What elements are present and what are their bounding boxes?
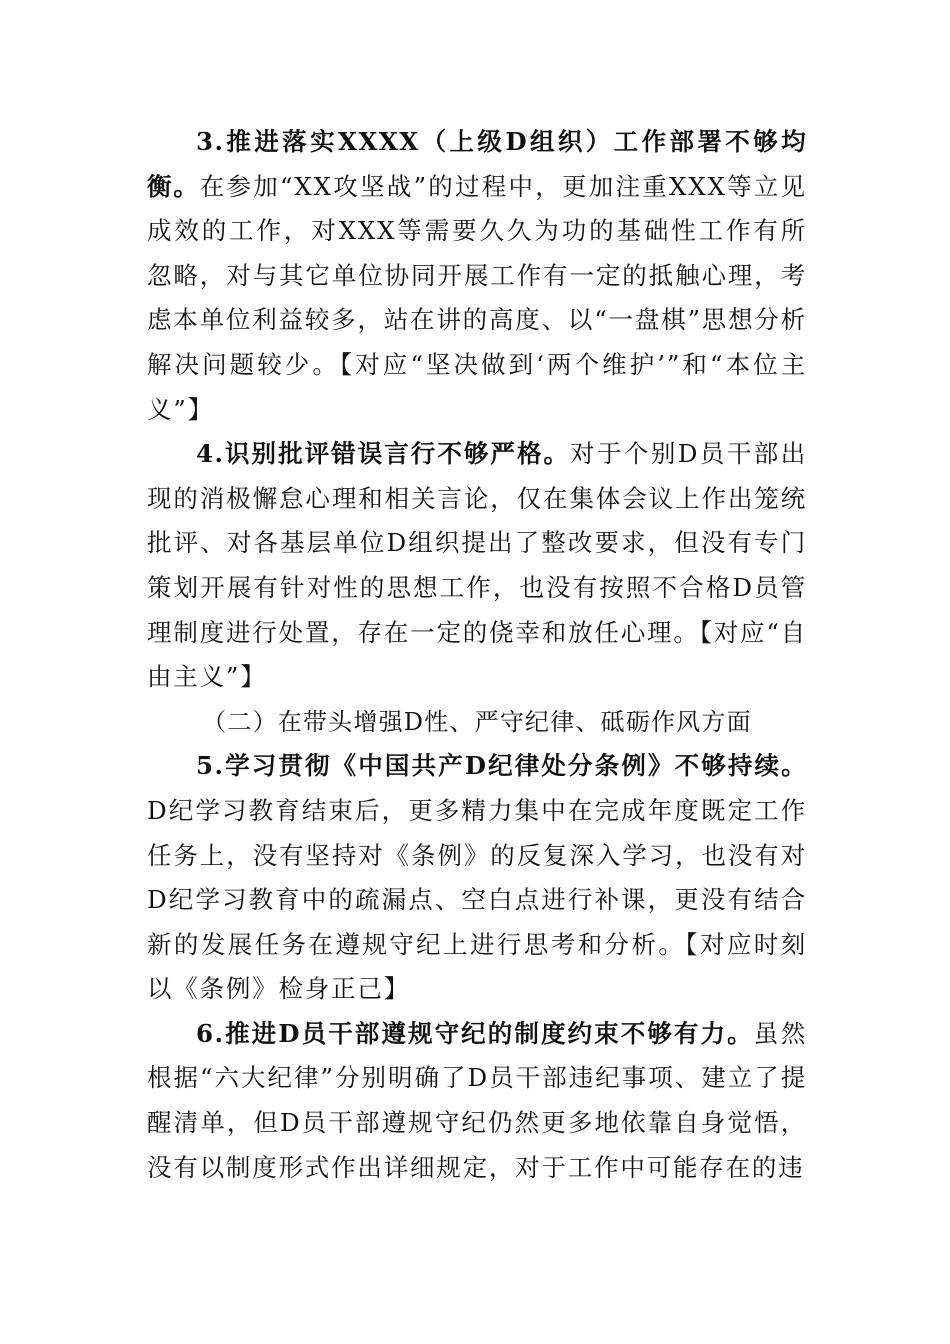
item-5-heading: 5.学习贯彻《中国共产D纪律处分条例》不够持续。 — [196, 751, 807, 781]
paragraph-item-4 — [147, 432, 807, 700]
item-4-heading: 4.识别批评错误言行不够严格。 — [196, 439, 571, 469]
item-4-body: 对于个别D员干部出现的消极懈怠心理和相关言论，仅在集体会议上作出笼统批评、对各基层单位D组织提出了整改要求，但没有专门策划开展有针对性的思想工作，也没有按照不合格D员管理制度进行处置，存在一定的侥幸和放任心理。【对应“自由主义”】 — [147, 439, 808, 692]
item-6-heading: 6.推进D员干部遵规守纪的制度约束不够有力。 — [196, 1018, 754, 1048]
item-6-body: 虽然根据“六大纪律”分别明确了D员干部违纪事项、建立了提醒清单，但D员干部遵规守纪仍然更多地依靠自身觉悟，没有以制度形式作出详细规定，对于工作中可能存在的违 — [147, 1018, 807, 1182]
item-3-body: 在参加“XX攻坚战”的过程中，更加注重XXX等立见成效的工作，对XXX等需要久久为功的基础性工作有所忽略，对与其它单位协同开展工作有一定的抵触心理，考虑本单位利益较多，站在讲的高度、以“一盘棋”思想分析解决问题较少。【对应“坚决做到‘两个维护’”和“本位主义”】 — [147, 171, 807, 424]
item-5-body: D纪学习教育结束后，更多精力集中在完成年度既定工作任务上，没有坚持对《条例》的反复深入学习，也没有对D纪学习教育中的疏漏点、空白点进行补课，更没有结合新的发展任务在遵规守纪上进行思考和分析。【对应时刻以《条例》检身正己】 — [147, 795, 807, 1004]
section-title: （二）在带头增强D性、严守纪律、砥砺作风方面 — [202, 707, 752, 736]
paragraph-item-6 — [147, 1012, 807, 1190]
document-body — [147, 120, 807, 1190]
item-3-heading: 3.推进落实XXXX（上级D组织）工作部署不够均衡。 — [147, 127, 807, 201]
paragraph-item-3 — [147, 120, 807, 432]
paragraph-item-5 — [147, 744, 807, 1012]
